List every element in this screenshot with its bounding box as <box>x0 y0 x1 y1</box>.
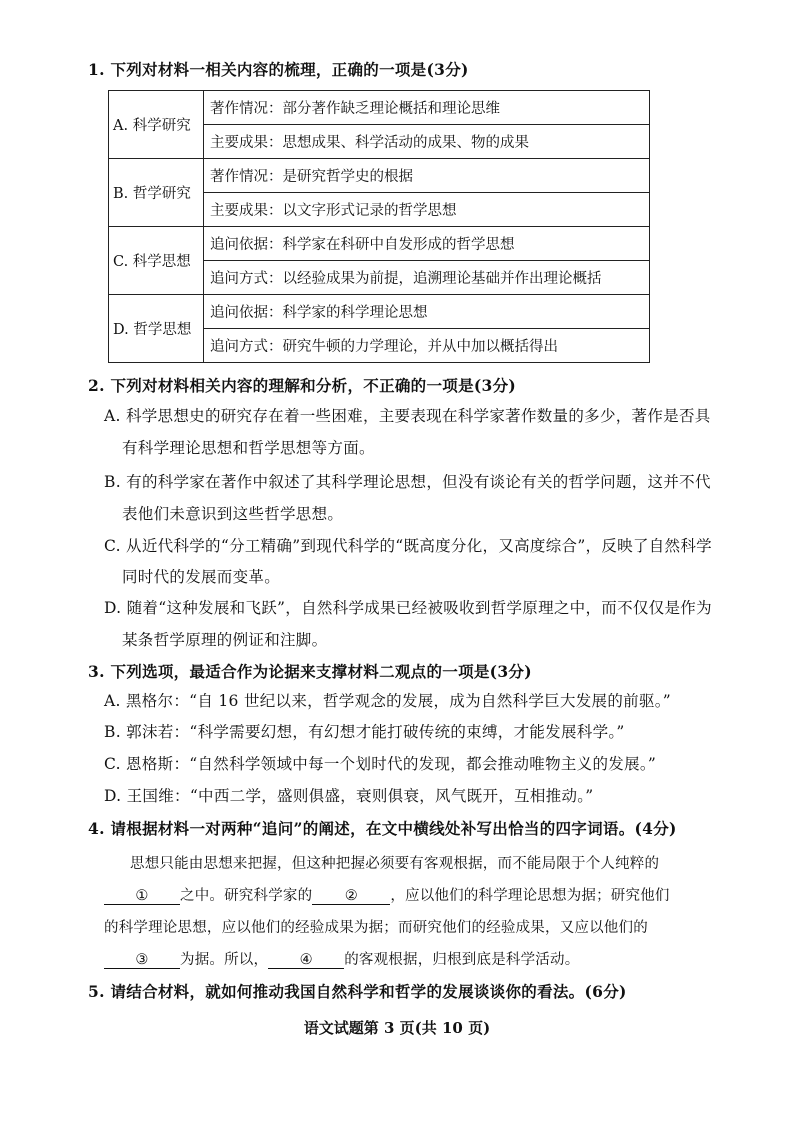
row-label: B. 哲学研究 <box>109 159 204 227</box>
row-cell: 追问方式：以经验成果为前提，追溯理论基础并作出理论概括 <box>204 261 650 295</box>
passage-line-1: 思想只能由思想来把握，但这种把握必须要有客观根据，而不能局限于个人纯粹的 <box>130 856 660 872</box>
blank-2[interactable]: ② <box>312 888 390 905</box>
question-1-table <box>108 90 650 363</box>
row-cell: 追问方式：研究牛顿的力学理论，并从中加以概括得出 <box>204 329 650 363</box>
table-row <box>109 295 650 329</box>
blank-4[interactable]: ④ <box>268 952 344 969</box>
blank-1[interactable]: ① <box>104 888 180 905</box>
row-cell: 著作情况：是研究哲学史的根据 <box>204 159 650 193</box>
question-2-stem: 2. 下列对材料相关内容的理解和分析，不正确的一项是(3分) <box>88 376 517 395</box>
question-3-stem: 3. 下列选项，最适合作为论据来支撑材料二观点的一项是(3分) <box>88 662 532 681</box>
row-cell: 主要成果：思想成果、科学活动的成果、物的成果 <box>204 125 650 159</box>
row-cell: 主要成果：以文字形式记录的哲学思想 <box>204 193 650 227</box>
row-cell: 追问依据：科学家在科研中自发形成的哲学思想 <box>204 227 650 261</box>
option-c-line2: 同时代的发展而变革。 <box>122 568 281 586</box>
option-a-line1: A. 科学思想史的研究存在着一些困难，主要表现在科学家著作数量的多少，著作是否具 <box>104 407 711 425</box>
option-b-line1: B. 有的科学家在著作中叙述了其科学理论思想，但没有谈论有关的哲学问题，这并不代 <box>104 473 711 491</box>
option-d: D. 王国维：“中西二学，盛则俱盛，衰则俱衰，风气既开，互相推动。” <box>104 787 594 805</box>
row-cell: 著作情况：部分著作缺乏理论概括和理论思维 <box>204 91 650 125</box>
table-row <box>109 159 650 193</box>
passage-line-2: ① 之中。研究科学家的 ② ，应以他们的科学理论思想为据；研究他们 <box>104 884 670 905</box>
option-c: C. 恩格斯：“自然科学领域中每一个划时代的发现，都会推动唯物主义的发展。” <box>104 755 657 773</box>
page-footer: 语文试题第 3 页(共 10 页) <box>303 1019 491 1037</box>
question-1-stem: 1. 下列对材料一相关内容的梳理，正确的一项是(3分) <box>88 60 469 79</box>
option-d-line1: D. 随着“这种发展和飞跃”，自然科学成果已经被吸收到哲学原理之中，而不仅仅是作为 <box>104 599 712 617</box>
option-a: A. 黑格尔：“自 16 世纪以来，哲学观念的发展，成为自然科学巨大发展的前驱。” <box>104 692 672 710</box>
option-b: B. 郭沫若：“科学需要幻想，有幻想才能打破传统的束缚，才能发展科学。” <box>104 723 625 741</box>
row-label: A. 科学研究 <box>109 91 204 159</box>
option-a-line2: 有科学理论思想和哲学思想等方面。 <box>122 439 375 457</box>
row-label: D. 哲学思想 <box>109 295 204 363</box>
question-4-stem: 4. 请根据材料一对两种“追问”的阐述，在文中横线处补写出恰当的四字词语。(4分) <box>88 819 677 838</box>
row-cell: 追问依据：科学家的科学理论思想 <box>204 295 650 329</box>
blank-3[interactable]: ③ <box>104 952 180 969</box>
option-c-line1: C. 从近代科学的“分工精确”到现代科学的“既高度分化，又高度综合”，反映了自然科学 <box>104 537 712 555</box>
row-label: C. 科学思想 <box>109 227 204 295</box>
passage-line-3: 的科学理论思想，应以他们的经验成果为据；而研究他们的经验成果，又应以他们的 <box>104 920 648 936</box>
table-row <box>109 91 650 125</box>
table-row <box>109 227 650 261</box>
option-b-line2: 表他们未意识到这些哲学思想。 <box>122 505 344 523</box>
question-5-stem: 5. 请结合材料，就如何推动我国自然科学和哲学的发展谈谈你的看法。(6分) <box>88 982 627 1001</box>
passage-line-4: ③ 为据。所以， ④ 的客观根据，归根到底是科学活动。 <box>104 948 579 969</box>
option-d-line2: 某条哲学原理的例证和注脚。 <box>122 631 328 649</box>
